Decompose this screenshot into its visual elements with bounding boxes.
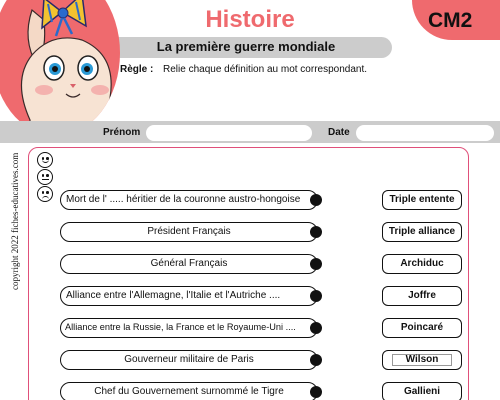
level-label: CM2 [428,9,473,32]
neutral-face-icon[interactable] [37,169,53,185]
word-box[interactable]: Wilson [382,350,462,370]
happy-face-icon[interactable] [37,152,53,168]
word-box[interactable]: Gallieni [382,382,462,400]
date-label: Date [328,127,350,138]
word-box[interactable]: Triple alliance [382,222,462,242]
word-box[interactable]: Joffre [382,286,462,306]
connector-dot[interactable] [310,226,322,238]
first-name-field[interactable] [146,125,312,141]
definition-item: Général Français [60,254,318,274]
sad-face-icon[interactable] [37,186,53,202]
first-name-label: Prénom [103,127,141,138]
definition-item: Alliance entre l'Allemagne, l'Italie et l'Autriche .... [60,286,318,306]
definition-item: Mort de l' ..... héritier de la couronne austro-hongoise [60,190,318,210]
connector-dot[interactable] [310,194,322,206]
rule-text: Relie chaque définition au mot correspondant. [163,64,368,75]
connector-dot[interactable] [310,258,322,270]
rule-label: Règle : [120,64,154,75]
definition-item: Président Français [60,222,318,242]
word-box[interactable]: Poincaré [382,318,462,338]
bunny-mascot-illustration [0,0,120,136]
worksheet-title-bar [100,37,392,58]
connector-dot[interactable] [310,386,322,398]
copyright-notice: copyright 2022 fiches-educatives.com [10,152,20,290]
definition-item: Alliance entre la Russie, la France et le Royaume-Uni .... [60,318,318,338]
definition-item: Chef du Gouvernement surnommé le Tigre [60,382,318,400]
connector-dot[interactable] [310,322,322,334]
connector-dot[interactable] [310,354,322,366]
subject-title: Histoire [205,6,295,33]
word-box[interactable]: Triple entente [382,190,462,210]
definition-item: Gouverneur militaire de Paris [60,350,318,370]
worksheet-title: La première guerre mondiale [156,39,336,54]
bunny-illustration-icon [0,0,120,136]
word-box[interactable]: Archiduc [382,254,462,274]
date-field[interactable] [356,125,494,141]
connector-dot[interactable] [310,290,322,302]
